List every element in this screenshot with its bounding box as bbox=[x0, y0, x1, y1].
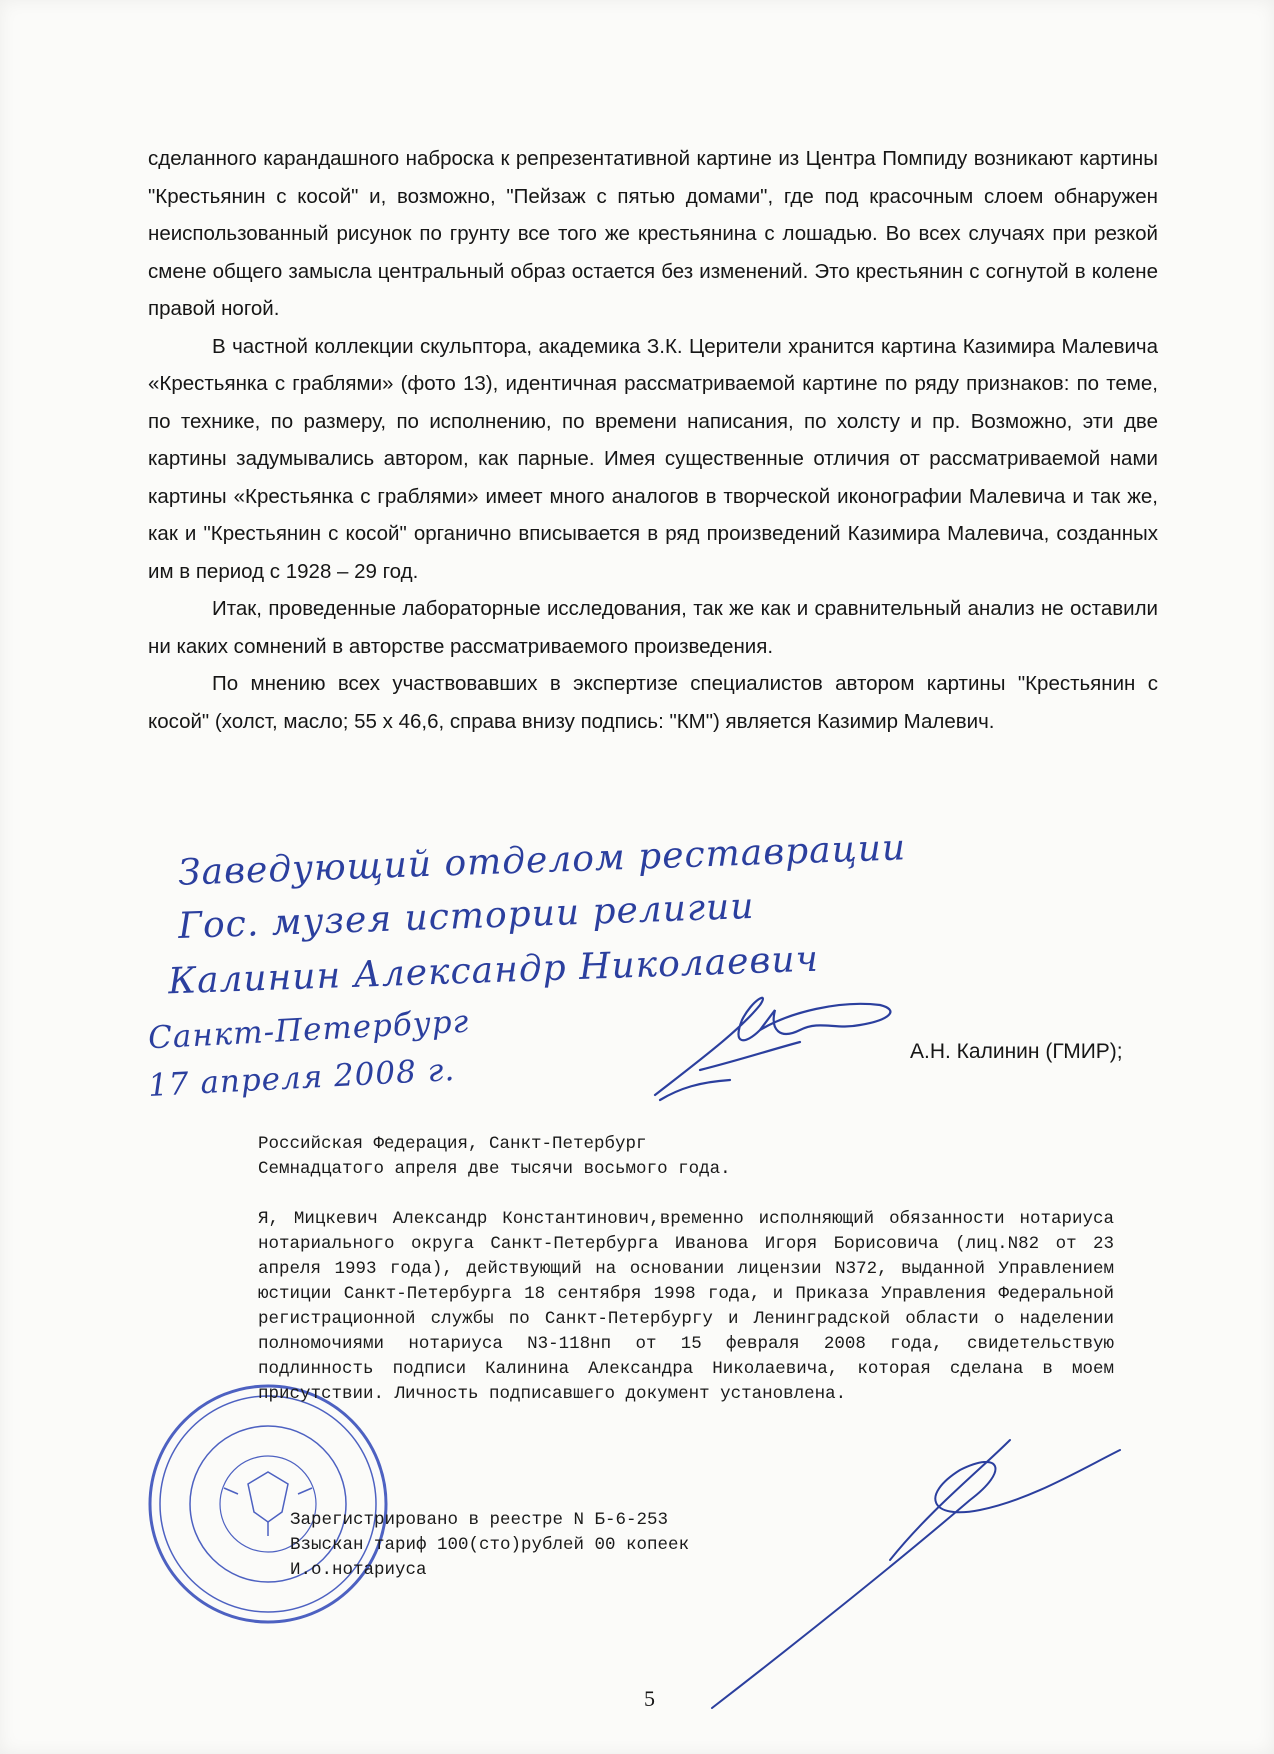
paragraph-2: В частной коллекции скульптора, академика З.К. Церители хранится картина Казимира Малевича «Крестьянка с граблями» (фото 13), идентичная рассматриваемой картине по ряду признаков: по теме, по технике, по размеру, по исполнению, по времени написания, по холсту и пр. Возможно, эти две картины задумывались автором, как парные. Имея существенные отличия от рассматриваемой нами картины «Крестьянка с граблями» имеет много аналогов в творческой иконографии Малевича и так же, как и "Крестьянин с косой" органично вписывается в ряд произведений Казимира Малевича, созданных им в период с 1928 – 29 год. bbox=[148, 334, 1158, 583]
handwritten-date: 17 апреля 2008 г. bbox=[147, 1051, 457, 1105]
fee-line: Взыскан тариф 100(сто)рублей 00 копеек bbox=[290, 1535, 690, 1555]
signature-kalinin bbox=[655, 998, 890, 1100]
notary-certification bbox=[258, 1132, 1114, 1407]
signatory-name: А.Н. Калинин (ГМИР); bbox=[910, 1040, 1123, 1063]
registry-number: Зарегистрировано в реестре N Б-6-253 bbox=[290, 1510, 669, 1530]
registry-block bbox=[290, 1508, 689, 1583]
notary-stamp bbox=[150, 1386, 386, 1622]
notary-header-date: Семнадцатого апреля две тысячи восьмого года. bbox=[258, 1159, 731, 1179]
notary-header-location: Российская Федерация, Санкт-Петербург bbox=[258, 1134, 647, 1154]
handwritten-position: Заведующий отделом реставрации bbox=[177, 827, 907, 894]
notary-certification-text: Я, Мицкевич Александр Константинович,временно исполняющий обязанности нотариуса нотариального округа Санкт-Петербурга Иванова Игоря Борисовича (лиц.N82 от 23 апреля 1993 года), действующий на основании лицензии N372, выданной Управлением юстиции Санкт-Петербурга 18 сентября 1998 года, и Приказа Управления Федеральной регистрационной службы по Санкт-Петербургу и Ленинградской области о наделении полномочиями нотариуса N3-118нп от 15 февраля 2008 года, свидетельствую подлинность подписи Калинина Александра Николаевича, которая сделана в моем присутствии. Личность подписавшего документ установлена. bbox=[258, 1209, 1114, 1404]
paragraph-3: Итак, проведенные лабораторные исследования, так же как и сравнительный анализ не оставили ни каких сомнений в авторстве рассматриваемого произведения. bbox=[148, 597, 1158, 658]
page-number: 5 bbox=[644, 1686, 655, 1711]
handwritten-place: Санкт-Петербург bbox=[147, 1003, 471, 1057]
acting-notary-label: И.о.нотариуса bbox=[290, 1560, 427, 1580]
paragraph-4: По мнению всех участвовавших в экспертизе специалистов автором картины "Крестьянин с косой" (холст, масло; 55 х 46,6, справа внизу подпись: "КМ") является Казимир Малевич. bbox=[148, 672, 1158, 733]
handwritten-full-name: Калинин Александр Николаевич bbox=[167, 938, 820, 1003]
handwritten-organization: Гос. музея истории религии bbox=[177, 885, 756, 948]
signature-notary bbox=[712, 1440, 1120, 1708]
paragraph-1: сделанного карандашного наброска к репрезентативной картине из Центра Помпиду возникают картины "Крестьянин с косой" и, возможно, "Пейзаж с пятью домами", где под красочным слоем обнаружен неиспользованный рисунок по грунту все того же крестьянина с лошадью. Во всех случаях при резкой смене общего замысла центральный образ остается без изменений. Это крестьянин с согнутой в колене правой ногой. bbox=[148, 147, 1158, 320]
